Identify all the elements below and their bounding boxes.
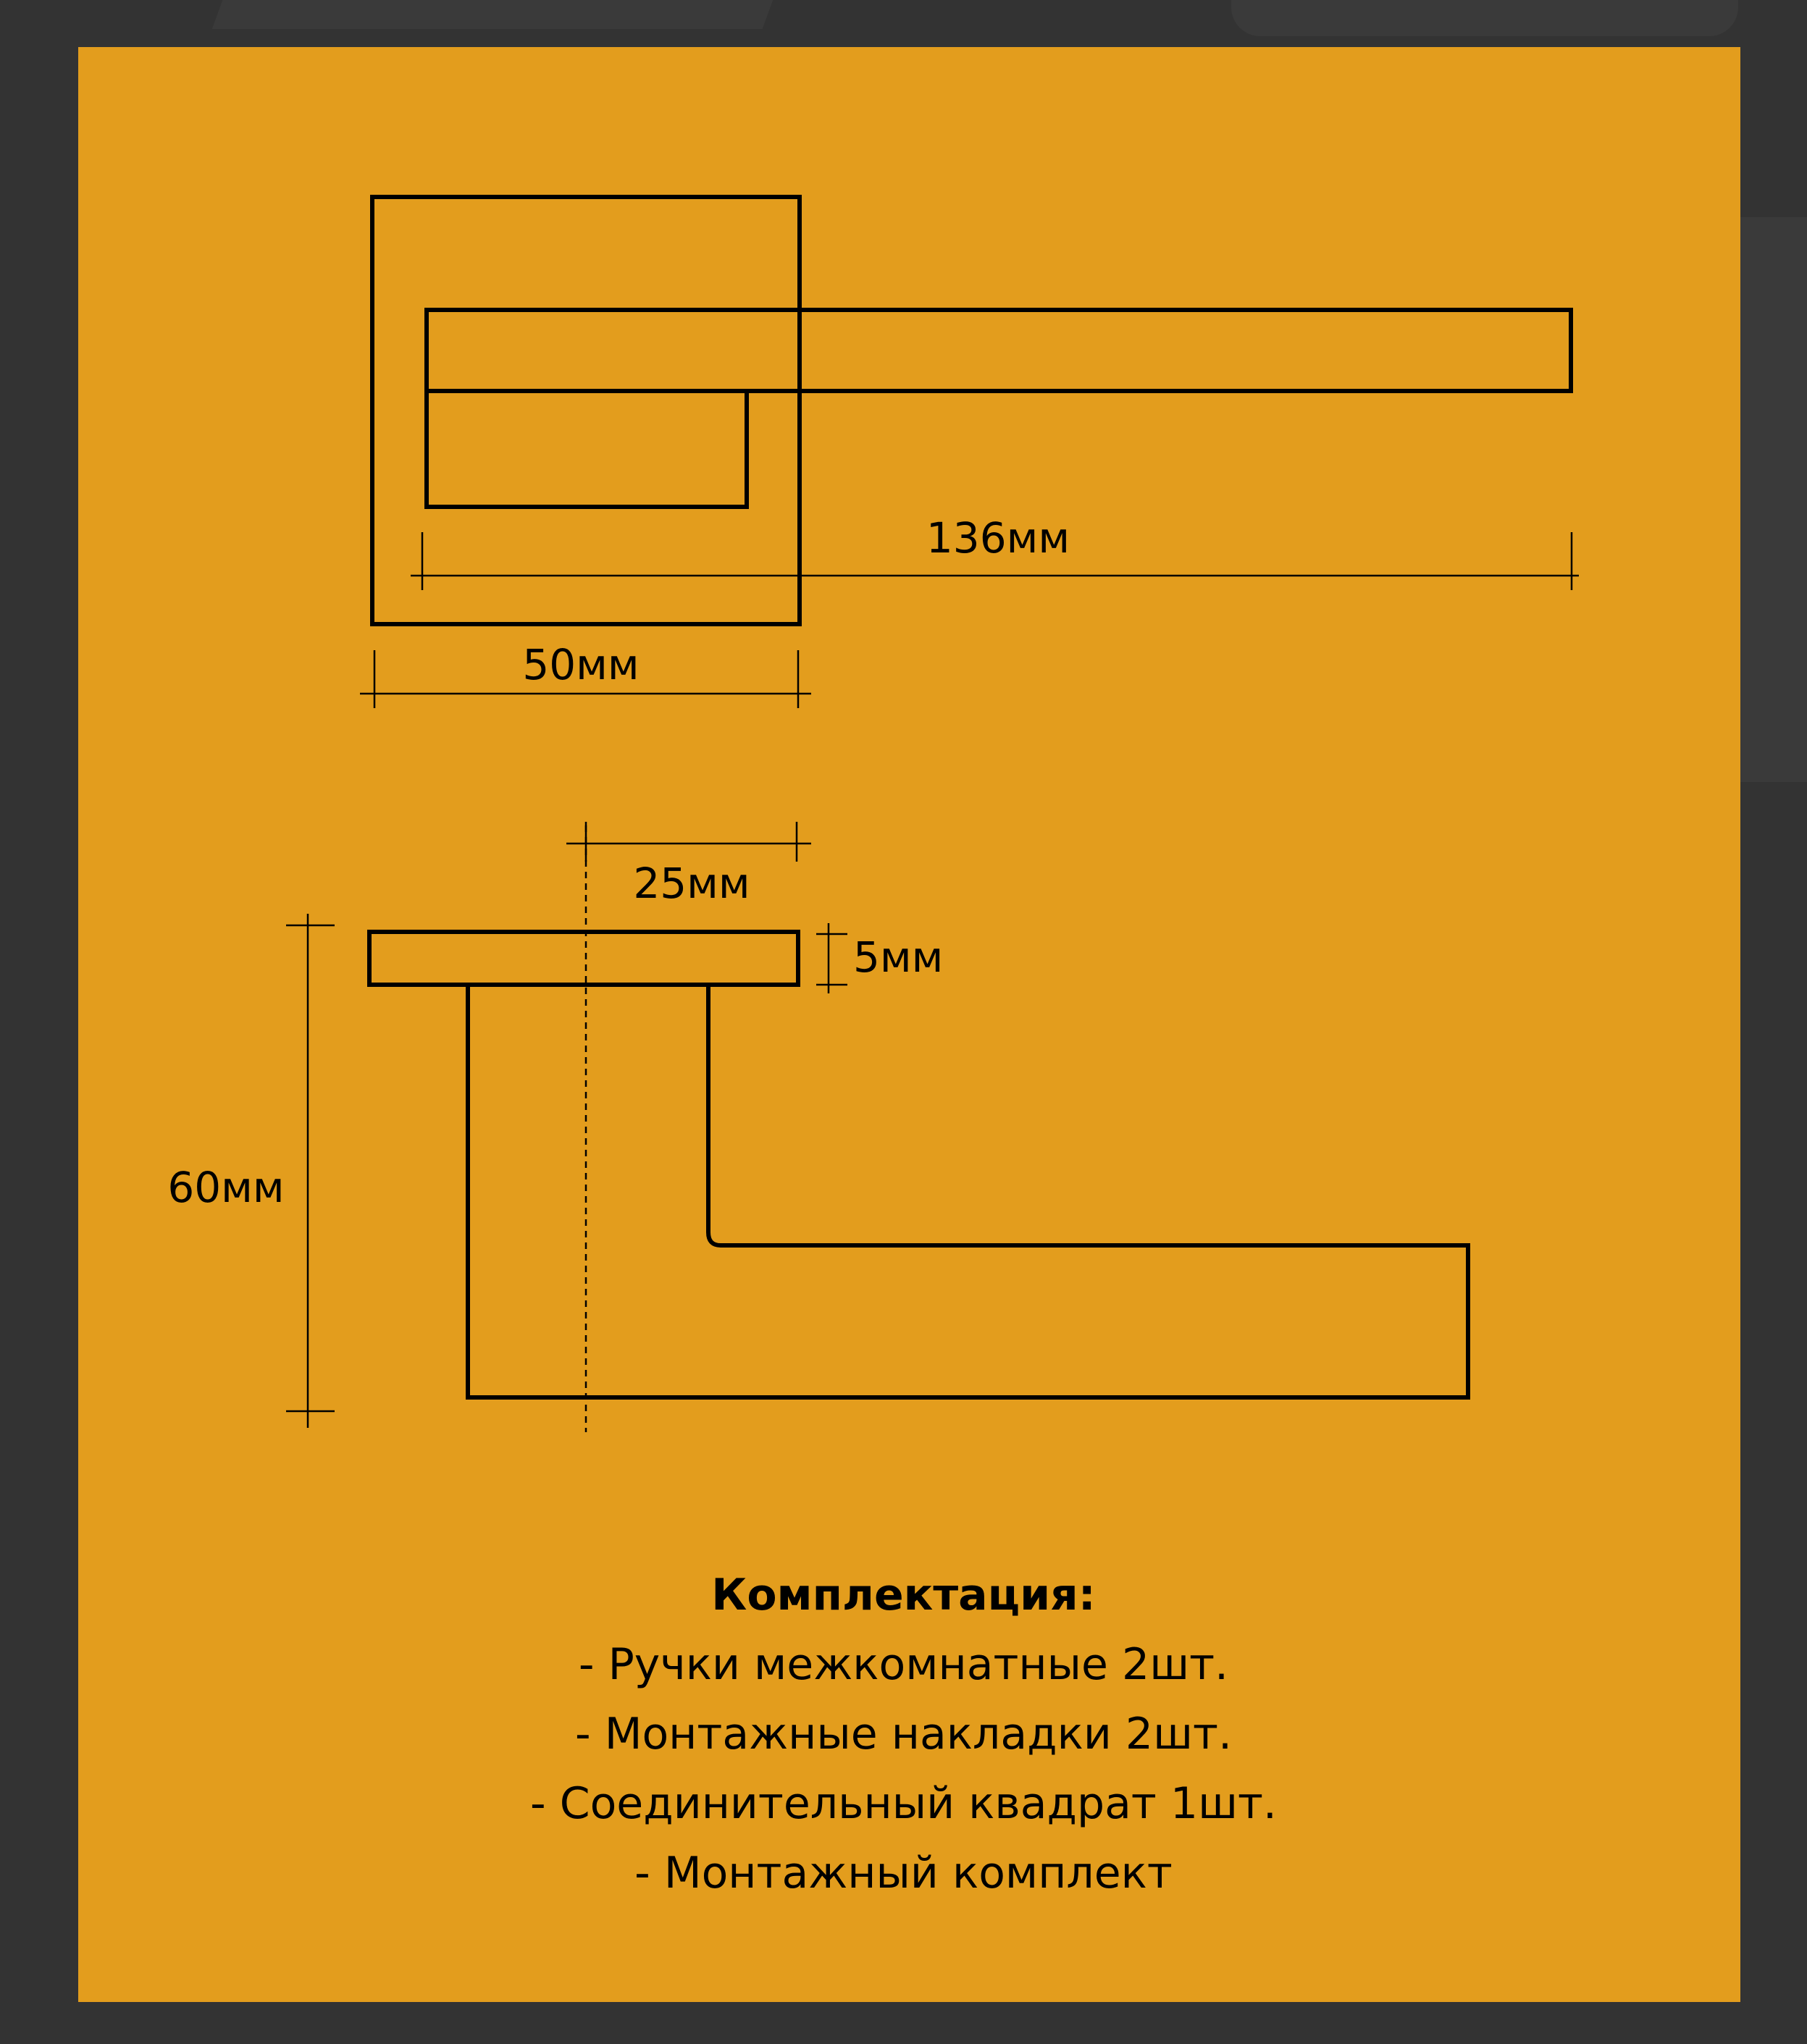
equipment-item: - Монтажные накладки 2шт.	[574, 1709, 1233, 1759]
equipment-item: - Ручки межкомнатные 2шт.	[578, 1639, 1229, 1690]
lever-side	[468, 985, 1468, 1397]
offset-label: 25мм	[633, 859, 750, 908]
width-label: 50мм	[522, 640, 640, 689]
offset-dimension	[566, 822, 811, 862]
side-view	[369, 932, 1468, 1397]
thickness-label: 5мм	[853, 933, 944, 982]
rosette-side	[369, 932, 798, 985]
equipment-list	[0, 1560, 1807, 1908]
equipment-item: - Соединительный квадрат 1шт.	[529, 1778, 1277, 1829]
thickness-dimension	[816, 923, 847, 993]
lever-top	[427, 310, 1571, 391]
height-dimension	[286, 914, 335, 1428]
equipment-title: Комплектация:	[711, 1570, 1096, 1620]
lever-neck	[427, 391, 747, 507]
rosette-plate	[372, 197, 800, 624]
length-label: 136мм	[926, 513, 1070, 563]
height-label: 60мм	[167, 1163, 285, 1212]
equipment-item: - Монтажный комплект	[634, 1848, 1173, 1898]
